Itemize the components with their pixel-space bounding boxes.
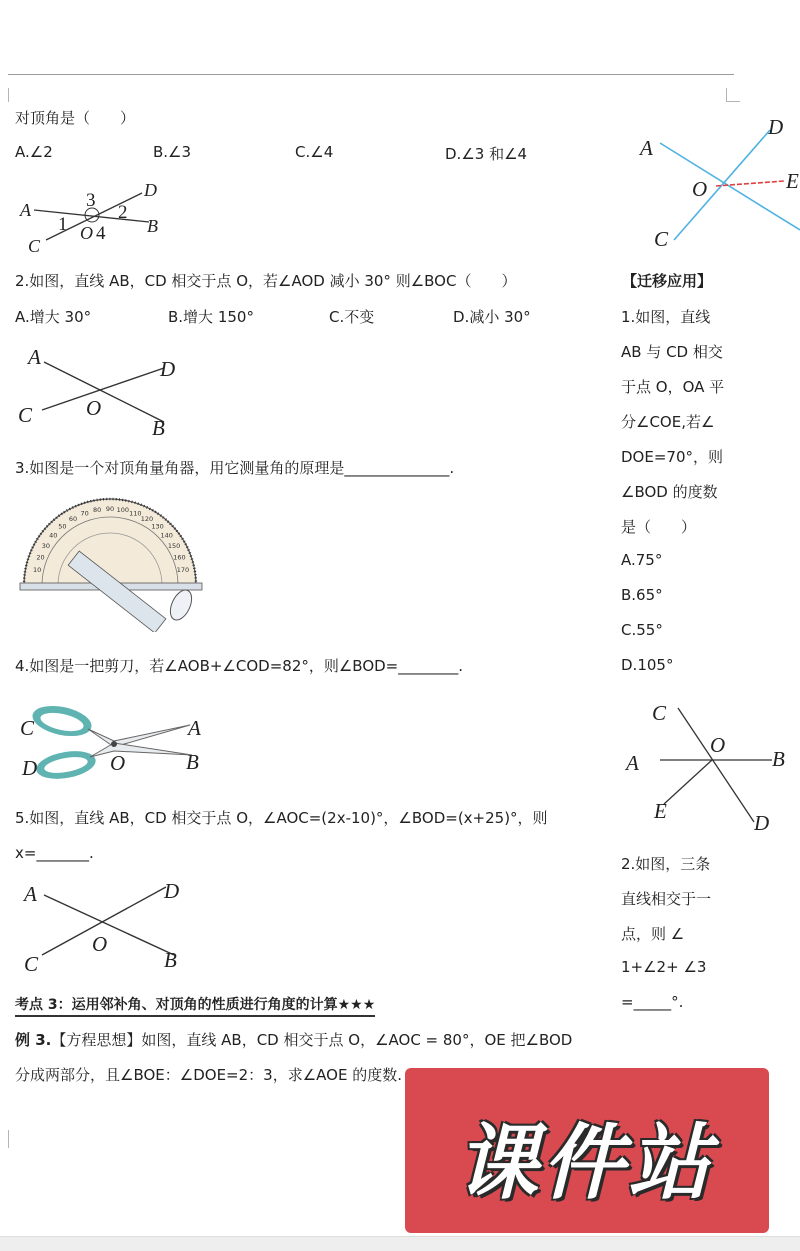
protractor-tick-label: 90	[105, 505, 115, 513]
fig4-label-o: O	[110, 751, 126, 775]
ex3-tag: 【方程思想】	[51, 1031, 142, 1049]
fig-right-label-d: D	[768, 115, 784, 139]
page-top-rule	[8, 74, 734, 75]
fig1-label-1: 1	[58, 214, 68, 235]
transfer-title: 【迁移应用】	[622, 272, 713, 290]
q1-option-c: C.∠4	[295, 143, 334, 161]
q1-prompt: 对顶角是（ ）	[15, 109, 136, 127]
section3-title: 考点 3：运用邻补角、对顶角的性质进行角度的计算★★★	[15, 994, 375, 1017]
protractor-tick-label: 130	[151, 522, 164, 531]
protractor-tick-label: 40	[49, 531, 58, 540]
q2-option-a: A.增大 30°	[15, 308, 92, 326]
fig4-label-b: B	[186, 750, 199, 774]
transfer-q2-line-2: 直线相交于一	[621, 890, 712, 908]
fig-right-label-c: C	[654, 227, 669, 251]
q5-tail: x=_______.	[15, 844, 94, 862]
fig2-label-b: B	[152, 416, 165, 440]
bottom-scrollbar[interactable]	[0, 1236, 800, 1251]
protractor-image	[18, 497, 203, 632]
q1-option-d: D.∠3 和∠4	[445, 145, 528, 163]
protractor-tick-label: 110	[129, 509, 142, 518]
transfer-q1-option-a: A.75°	[621, 551, 663, 569]
page-corner-mark	[8, 88, 9, 102]
transfer-q1-line-1: 1.如图，直线	[621, 308, 711, 326]
transfer-fig-label-o: O	[710, 733, 726, 757]
fig4-label-a: A	[188, 716, 201, 740]
ex3-lead: 例 3.	[15, 1031, 52, 1049]
transfer-q1-line-5: DOE=70°，则	[621, 448, 723, 466]
protractor-tick-label: 100	[116, 506, 130, 515]
transfer-q2-line-3: 点，则 ∠	[621, 925, 685, 943]
fig1-label-c: C	[28, 236, 41, 256]
page-corner-mark	[726, 88, 727, 102]
q2-prompt: 2.如图，直线 AB，CD 相交于点 O，若∠AOD 减小 30° 则∠BOC（ ）	[15, 272, 517, 290]
fig1-label-o: O	[80, 223, 93, 243]
transfer-q2-line-5: =_____°.	[621, 993, 684, 1011]
fig1-label-2: 2	[118, 202, 128, 223]
q2-option-b: B.增大 150°	[168, 308, 254, 326]
transfer-q1-option-d: D.105°	[621, 656, 674, 674]
protractor-tick-label: 50	[58, 522, 67, 531]
fig-right-label-e: E	[786, 169, 799, 193]
ex3-line1	[15, 1029, 572, 1050]
q1-option-a: A.∠2	[15, 143, 53, 161]
fig4-label-c: C	[20, 716, 35, 740]
q2-option-c: C.不变	[329, 308, 375, 326]
protractor-tick-label: 20	[36, 553, 45, 562]
protractor-tick-label: 10	[32, 566, 42, 575]
page-corner-mark	[8, 1130, 9, 1148]
fig-right-diagram	[630, 110, 800, 260]
protractor-tick-label: 80	[93, 506, 102, 515]
fig1-label-a: A	[20, 200, 31, 220]
fig1-diagram	[14, 176, 174, 258]
fig1-label-b: B	[147, 216, 158, 236]
protractor-tick-label: 30	[41, 542, 51, 550]
page-corner-mark	[726, 101, 740, 102]
q5-prompt: 5.如图，直线 AB，CD 相交于点 O，∠AOC=(2x-10)°，∠BOD=(x+25)°，则	[15, 809, 548, 827]
fig5-label-a: A	[24, 882, 37, 906]
protractor-tick-label: 140	[160, 531, 173, 540]
transfer-fig-diagram	[622, 698, 800, 838]
transfer-fig-label-c: C	[652, 701, 667, 725]
q1-option-b: B.∠3	[153, 143, 192, 161]
fig2-label-a: A	[28, 345, 41, 369]
transfer-q2-line-1: 2.如图，三条	[621, 855, 711, 873]
fig5-label-d: D	[164, 879, 180, 903]
fig1-label-d: D	[144, 180, 157, 200]
fig1-label-3: 3	[86, 190, 96, 211]
transfer-q1-line-7: 是（ ）	[621, 518, 697, 536]
transfer-q1-line-6: ∠BOD 的度数	[621, 483, 718, 501]
fig-right-label-o: O	[692, 177, 708, 201]
q4-prompt: 4.如图是一把剪刀，若∠AOB+∠COD=82°，则∠BOD=________.	[15, 657, 464, 675]
fig2-label-d: D	[160, 357, 176, 381]
protractor-tick-label: 150	[167, 542, 181, 550]
fig5-diagram	[14, 873, 204, 978]
protractor-tick-label: 70	[80, 509, 89, 518]
ex3-text-1: 如图，直线 AB，CD 相交于点 O，∠AOC = 80°，OE 把∠BOD	[141, 1031, 573, 1049]
transfer-q1-line-4: 分∠COE,若∠	[621, 413, 715, 431]
q3-prompt: 3.如图是一个对顶角量角器，用它测量角的原理是______________.	[15, 459, 455, 477]
fig5-label-o: O	[92, 932, 108, 956]
fig2-label-c: C	[18, 403, 33, 427]
transfer-q1-option-b: B.65°	[621, 586, 663, 604]
fig5-label-b: B	[164, 948, 177, 972]
protractor-tick-label: 120	[140, 514, 154, 523]
fig-right-label-a: A	[640, 136, 653, 160]
transfer-q1-line-2: AB 与 CD 相交	[621, 343, 723, 361]
transfer-q1-line-3: 于点 O，OA 平	[621, 378, 725, 396]
transfer-q1-option-c: C.55°	[621, 621, 663, 639]
fig4-label-d: D	[22, 756, 38, 780]
protractor-tick-label: 60	[68, 514, 78, 523]
watermark-text: 课件站	[456, 1116, 714, 1211]
scissors-image	[14, 695, 214, 790]
fig5-label-c: C	[24, 952, 39, 976]
protractor-tick-label: 160	[173, 553, 186, 562]
fig2-diagram	[14, 340, 194, 440]
fig1-label-4: 4	[96, 223, 106, 244]
ex3-line2: 分成两部分，且∠BOE：∠DOE=2：3，求∠AOE 的度数.	[15, 1066, 402, 1084]
transfer-fig-label-d: D	[754, 811, 770, 835]
fig2-label-o: O	[86, 396, 102, 420]
q2-option-d: D.减小 30°	[453, 308, 531, 326]
transfer-q2-line-4: 1+∠2+ ∠3	[621, 958, 707, 976]
transfer-fig-label-a: A	[626, 751, 639, 775]
transfer-fig-label-e: E	[654, 799, 667, 823]
transfer-fig-label-b: B	[772, 747, 785, 771]
protractor-tick-label: 170	[176, 566, 190, 575]
